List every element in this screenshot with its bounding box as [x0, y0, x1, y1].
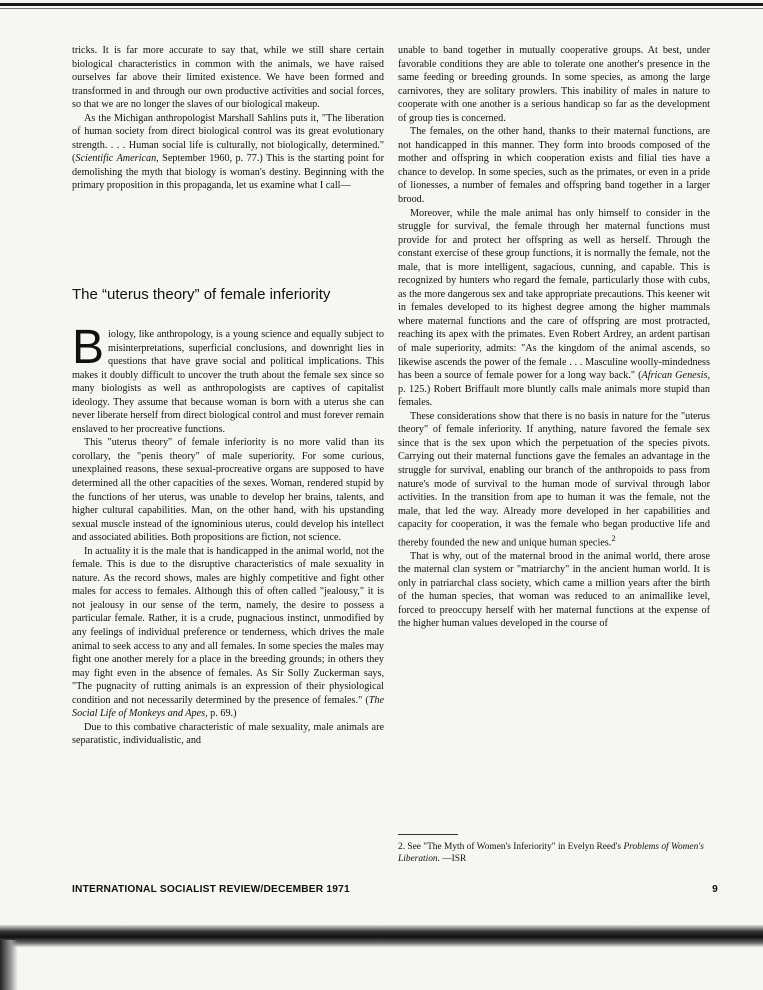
page-number: 9: [712, 884, 718, 895]
citation-title: Scientific American,: [75, 153, 159, 165]
footnote-rule: [398, 834, 458, 835]
paragraph: [72, 321, 384, 436]
paragraph-text: Moreover, while the male animal has only himself to consider in the struggle for survival, the female through her maternal functions must provide for and protect her offspring as well as herself. Through the constant exercise of these group functions, it is normally the female, not the male, that is more intelligent, sagacious, cunning, and capable. This is recognized by hunters who regard the female, particularly those with cubs, as the more dangerous sex and take appropriate precautions. This keener wit in females developed to its highest degree among the higher mammals where maternal functions and the care of offspring are most protracted, reaching its apex with the primates. Even Robert Ardrey, an ardent partisan of male superiority, admits: "As the kingdom of the animal ascends, so likewise ascends the power of the female . . . Masculine woolly-mindedness has been a source of female power for a long way back." (: [398, 207, 710, 382]
paragraph: [72, 112, 384, 193]
top-rule: [0, 3, 763, 6]
paragraph: [398, 410, 710, 550]
paragraph-text: p. 125.) Robert Briffault more bluntly calls male animals more stupid than females.: [398, 383, 710, 409]
top-rule-thin: [0, 8, 763, 9]
page-footer: [72, 884, 718, 895]
footnote-tail: —ISR: [439, 854, 467, 864]
paragraph: Due to this combative characteristic of male sexuality, male animals are separatistic, individualistic, and: [72, 721, 384, 747]
section-title: The “uterus theory” of female inferiority: [72, 286, 331, 303]
scan-edge-shadow: [0, 940, 18, 990]
paragraph-text: In actuality it is the male that is handicapped in the animal world, not the female. This is due to the disruptive characteristics of male sexuality in nature. As the record shows, males are highly competitive and fight other males for access to females. Although this of often called "jealousy," it is not jealousy in our sense of the term, namely, the desire to possess a particular female. Rather, it is a crude, pugnacious instinct, unmodified by any feelings of individual preference or tenderness, which drives the male animal to seek access to any and all females. In some species the males may fight one another merely for a place in the breeding grounds; in others they may fight even in the absence of females. As Sir Solly Zuckerman says, "The pugnacity of rutting animals is an expression of their physiological condition and not necessarily determined by the presence of females." (: [72, 545, 384, 706]
paragraph: [72, 545, 384, 721]
paragraph-text: p. 69.): [207, 708, 237, 720]
citation-title: The Social Life of Monkeys and Apes,: [72, 694, 384, 720]
footnote-title: Problems of Women's Liberation.: [398, 842, 704, 864]
paragraph-text: iology, like anthropology, is a young science and equally subject to misinterpretations, superficial conclusions, and downright lies in questions that have grave social and political implications. This makes it doubly difficult to uncover the truth about the female sex since so many biologists as well as anthropologists are captives of capitalist ideology. They assume that because woman is born with a uterus she can never liberate herself from direct biological control and must forever remain enslaved to her procreative functions.: [72, 329, 384, 435]
left-column-bottom: [72, 321, 384, 748]
citation-title: African Genesis,: [641, 370, 710, 382]
footnote: [398, 841, 718, 865]
paragraph: [398, 207, 710, 410]
scan-edge-band: [0, 925, 763, 947]
drop-cap: B: [72, 321, 105, 374]
paragraph-text: These considerations show that there is no basis in nature for the "uterus theory" of female inferiority. If anything, nature favored the female sex since that is the sex upon which the perpetuation of the species pivots. Carrying out their maternal functions gave the females an advantage in the struggle for survival, enabling our branch of the anthropoids to pass from nature's mode of survival to the human mode of survival through labor activities. In the transition from ape to human it was the female, not the male, that led the way. Already more developed in her capabilities and capacity for cooperation, it was the female who began productive life and thereby founded the new and unique human species.: [398, 410, 710, 549]
paragraph: The females, on the other hand, thanks to their maternal functions, are not handicapped in this manner. They form into broods composed of the mother and offspring in which cooperation exists and filial ties have a chance to develop. In some species, such as the primates, or even in a pride of lionesses, a number of females and offspring band together in a larger brood.: [398, 126, 710, 206]
footnote-text: 2. See "The Myth of Women's Inferiority" in Evelyn Reed's: [398, 842, 624, 852]
paragraph: That is why, out of the maternal brood in the animal world, there arose the maternal clan system or "matriarchy" in the ancient human world. It is only in patriarchal class society, which came a million years after the birth of the human species, that woman was reduced to an animallike level, forced to preoccupy herself with her maternal functions at the expense of the higher human values developed in the course of: [398, 550, 710, 630]
right-column: [398, 44, 710, 631]
journal-line: INTERNATIONAL SOCIALIST REVIEW/DECEMBER 1971: [72, 884, 350, 895]
paragraph: This "uterus theory" of female inferiority is no more valid than its corollary, the "penis theory" of male superiority. For some curious, unexplained reasons, these sexual-procreative organs are supposed to have determined all the other capacities of the sexes. Woman, rendered stupid by the functions of her uterus, was unable to develop her brains, talents, and higher cultural capabilities. Man, on the other hand, with his upstanding sexual muscle instead of the ignominious uterus, could develop his intellect and associated abilities. Both propositions are fiction, not science.: [72, 437, 384, 544]
paragraph: unable to band together in mutually cooperative groups. At best, under favorable conditions they are able to tolerate one another's presence in the same feeding or breeding grounds. In some species, as among the large carnivores, they are solitary prowlers. This inability of males in nature to cooperate with one another is a serious handicap so far as the development of group ties is concerned.: [398, 45, 710, 124]
left-column-top: [72, 44, 384, 193]
footnote-ref: 2: [611, 532, 616, 543]
paragraph: tricks. It is far more accurate to say that, while we still share certain biological characteristics in common with the animals, we have raised ourselves far above their limited existence. We have been formed and transformed in and through our own productive activities and social forces, so that we are no longer the slaves of our biological makeup.: [72, 45, 384, 111]
paragraph-text: September 1960, p. 77.) This is the starting point for demolishing the myth that biology is woman's destiny. Beginning with the primary proposition in this propaganda, let us examine what I call—: [72, 153, 384, 192]
paragraph-text: As the Michigan anthropologist Marshall Sahlins puts it, "The liberation of human society from direct biological control was its great evolutionary strength. . . . Human social life is culturally, not biologically, determined." (: [72, 112, 384, 165]
